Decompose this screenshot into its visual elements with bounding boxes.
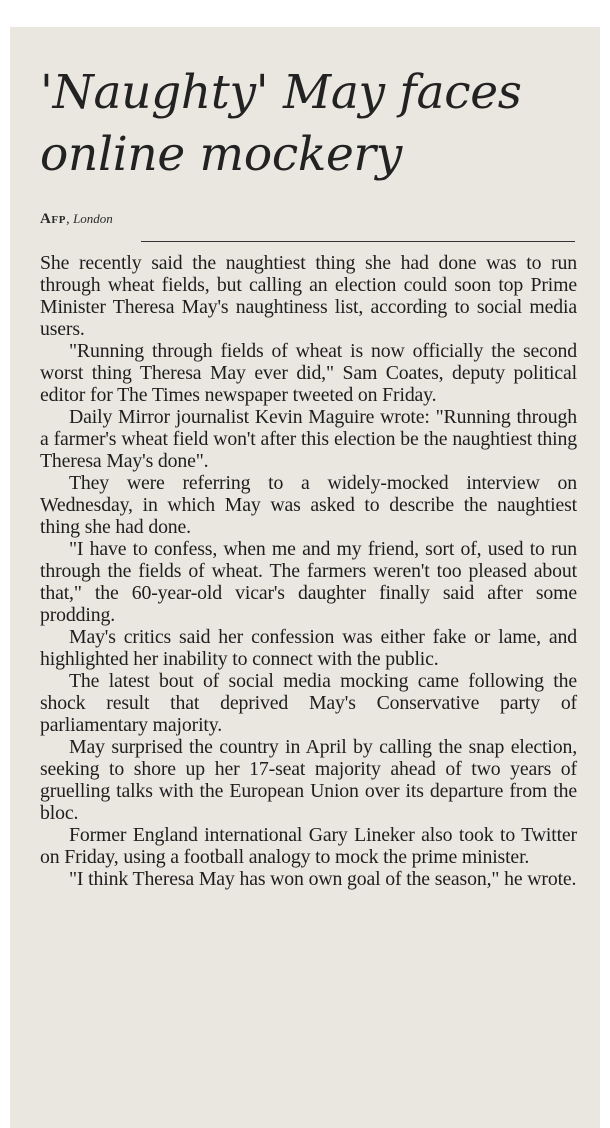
article-body bbox=[40, 252, 577, 890]
byline-location: London bbox=[73, 211, 113, 226]
paragraph-4: They were referring to a widely-mocked interview on Wednesday, in which May was asked to describe the naughtiest thing she had done. bbox=[40, 472, 577, 538]
paragraph-8: May surprised the country in April by calling the snap election, seeking to shore up her 17-seat majority ahead of two years of gruelling talks with the European Union over its departure from the bloc. bbox=[40, 736, 577, 824]
byline-separator: , bbox=[66, 212, 74, 227]
paragraph-6: May's critics said her confession was either fake or lame, and highlighted her inability to connect with the public. bbox=[40, 626, 577, 670]
paragraph-2: "Running through fields of wheat is now officially the second worst thing Theresa May ever did," Sam Coates, deputy political editor for The Times newspaper tweeted on Friday. bbox=[40, 340, 577, 406]
headline: 'Naughty' May faces online mockery bbox=[40, 65, 522, 182]
paragraph-3: Daily Mirror journalist Kevin Maguire wrote: "Running through a farmer's wheat field won't after this election be the naughtiest thing Theresa May's done". bbox=[40, 406, 577, 472]
paragraph-10: "I think Theresa May has won own goal of the season," he wrote. bbox=[69, 868, 577, 890]
byline-rule bbox=[141, 241, 575, 242]
paragraph-9: Former England international Gary Lineker also took to Twitter on Friday, using a football analogy to mock the prime minister. bbox=[40, 824, 577, 868]
paragraph-5: "I have to confess, when me and my friend, sort of, used to run through the fields of wheat. The farmers weren't too pleased about that," the 60-year-old vicar's daughter finally said after some prodding. bbox=[40, 538, 577, 626]
paragraph-7: The latest bout of social media mocking came following the shock result that deprived May's Conservative party of parliamentary majority. bbox=[40, 670, 577, 736]
byline bbox=[40, 211, 113, 228]
paragraph-1: She recently said the naughtiest thing she had done was to run through wheat fields, but calling an election could soon top Prime Minister Theresa May's naughtiness list, according to social media users. bbox=[40, 252, 577, 340]
byline-agency: Afp bbox=[40, 211, 67, 227]
newspaper-clipping bbox=[10, 27, 600, 1128]
